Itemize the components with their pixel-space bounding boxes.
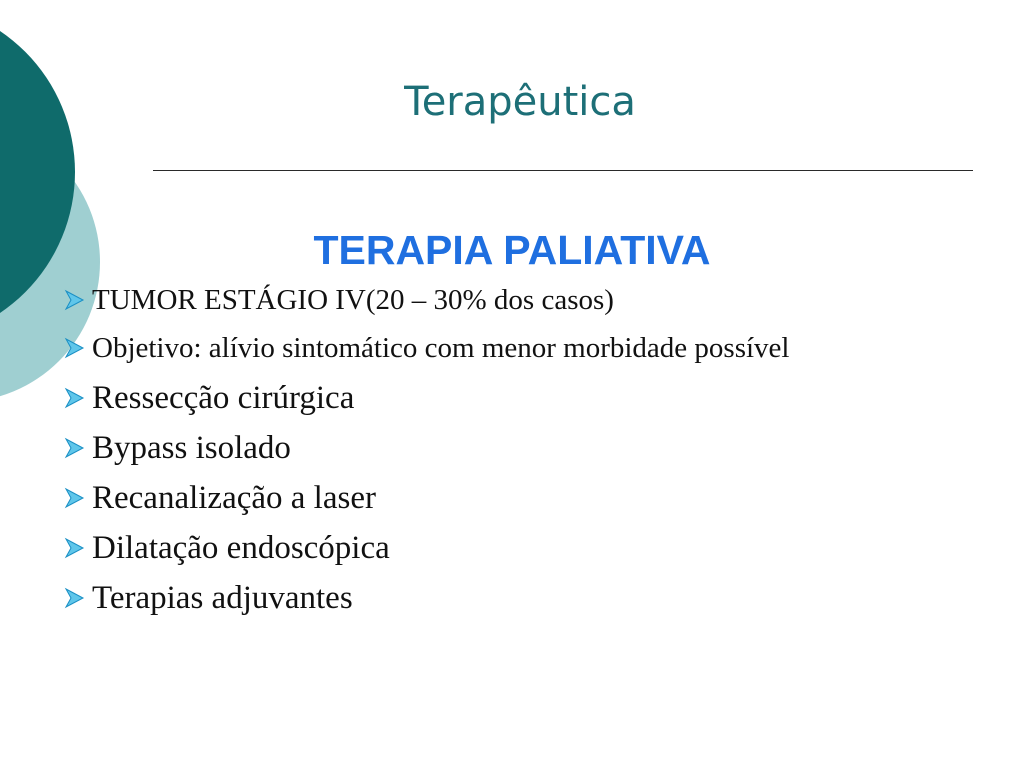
arrow-right-icon: [62, 486, 86, 510]
arrow-right-icon: [62, 288, 86, 312]
bullet-text: Dilatação endoscópica: [92, 530, 390, 566]
arrow-right-icon: [62, 336, 86, 360]
bullet-item-adjuvant-therapies: [62, 578, 892, 618]
arrow-right-icon: [62, 536, 86, 560]
bullet-item-surgical-resection: [62, 378, 892, 418]
bullet-text: Terapias adjuvantes: [92, 580, 353, 616]
arrow-right-icon: [62, 386, 86, 410]
bullet-text: Ressecção cirúrgica: [92, 380, 355, 416]
bullet-item-laser-recanalization: [62, 478, 892, 518]
arrow-right-icon: [62, 586, 86, 610]
bullet-item-tumor-stage: [62, 282, 892, 318]
bullet-item-objective: [62, 330, 892, 366]
slide-subtitle: TERAPIA PALIATIVA: [313, 227, 711, 273]
bullet-item-endoscopic-dilation: [62, 528, 892, 568]
bullet-text: Objetivo: alívio sintomático com menor morbidade possível: [92, 332, 790, 364]
bullet-list: [62, 282, 892, 628]
title-divider: [153, 170, 973, 171]
bullet-text: Recanalização a laser: [92, 480, 376, 516]
slide-title: Terapêutica: [404, 79, 636, 125]
bullet-text: TUMOR ESTÁGIO IV(20 – 30% dos casos): [92, 284, 614, 316]
bullet-text: Bypass isolado: [92, 430, 291, 466]
arrow-right-icon: [62, 436, 86, 460]
bullet-item-bypass: [62, 428, 892, 468]
